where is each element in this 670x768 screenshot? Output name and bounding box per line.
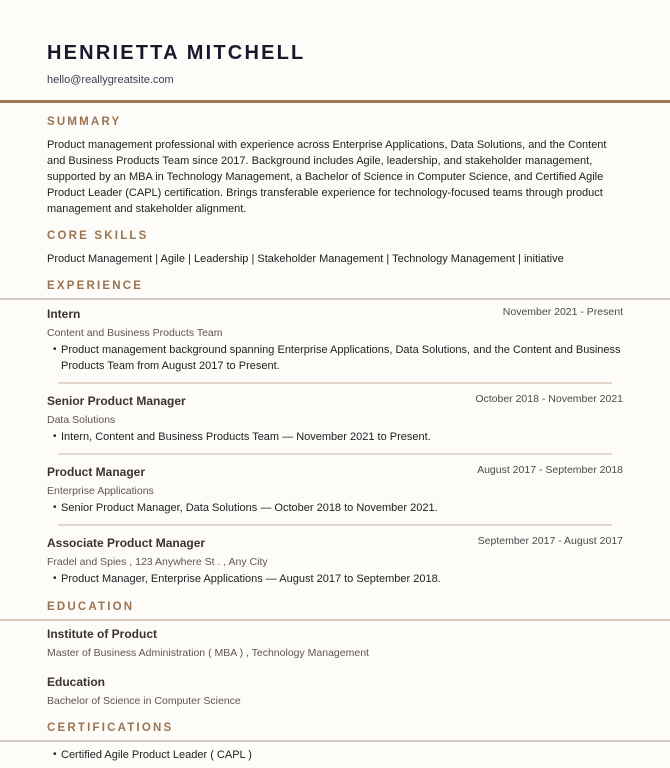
- certifications-section: [0, 721, 670, 763]
- job-divider: [58, 453, 612, 455]
- job-bullets: [53, 429, 623, 445]
- certification-list: [53, 747, 623, 763]
- job-bullets: [53, 342, 623, 374]
- job-title: Intern: [47, 307, 81, 321]
- job-divider: [58, 524, 612, 526]
- job-organization: Data Solutions: [47, 414, 116, 426]
- education-entry: [47, 675, 623, 708]
- resume-header: [0, 0, 670, 100]
- job-organization: Content and Business Products Team: [47, 327, 223, 339]
- job-bullet: • Product management background spanning Enterprise Applications, Data Solutions, and the Content and Business Products Team from August 2017 to Present.: [53, 342, 623, 374]
- job-dates: October 2018 - November 2021: [475, 393, 623, 405]
- job-bullet: • Product Manager, Enterprise Applications — August 2017 to September 2018.: [53, 571, 623, 587]
- section-title-education: EDUCATION: [47, 601, 135, 613]
- header-divider: [0, 100, 670, 103]
- section-title-skills: CORE SKILLS: [47, 230, 149, 242]
- job-divider: [58, 382, 612, 384]
- education-school: Institute of Product: [47, 627, 157, 641]
- section-divider: [0, 298, 670, 300]
- summary-section: [0, 115, 670, 217]
- contact-email[interactable]: hello@reallygreatsite.com: [47, 74, 174, 86]
- job-entry: [47, 394, 623, 455]
- education-degree: Master of Business Administration ( MBA ) , Technology Management: [47, 647, 369, 659]
- job-entry: [47, 307, 623, 384]
- job-organization: Fradel and Spies , 123 Anywhere St . , Any City: [47, 556, 268, 568]
- skills-section: [0, 229, 670, 266]
- job-dates: September 2017 - August 2017: [477, 535, 623, 547]
- skills-list: Product Management | Agile | Leadership | Stakeholder Management | Technology Management | initiative: [47, 253, 564, 265]
- job-entry: [47, 465, 623, 526]
- education-entry: [47, 627, 623, 660]
- section-title-summary: SUMMARY: [47, 116, 122, 128]
- experience-section: [0, 279, 670, 587]
- job-title: Associate Product Manager: [47, 536, 206, 550]
- job-organization: Enterprise Applications: [47, 485, 154, 497]
- candidate-name: HENRIETTA MITCHELL: [47, 42, 306, 64]
- education-degree: Bachelor of Science in Computer Science: [47, 695, 241, 707]
- section-title-certifications: CERTIFICATIONS: [47, 722, 174, 734]
- certification-item: • Certified Agile Product Leader ( CAPL ): [53, 747, 623, 763]
- job-title: Product Manager: [47, 465, 146, 479]
- job-entry: [47, 536, 623, 587]
- education-school: Education: [47, 675, 106, 689]
- summary-text: Product management professional with experience across Enterprise Applications, Data Solutions, and the Content and Business Products Team since 2017. Background includes Agile, leadership, and stakeholder management, supported by an MBA in Technology Management, a Bachelor of Science in Computer Science, and Certified Agile Product Leader (CAPL) certification. Brings transferable experience for technology-focused teams through product management and stakeholder alignment.: [47, 139, 607, 215]
- job-bullet: • Senior Product Manager, Data Solutions — October 2018 to November 2021.: [53, 500, 623, 516]
- section-title-experience: EXPERIENCE: [47, 280, 144, 292]
- job-dates: November 2021 - Present: [502, 306, 623, 318]
- job-bullets: [53, 500, 623, 516]
- section-divider: [0, 740, 670, 742]
- job-bullets: [53, 571, 623, 587]
- education-section: [0, 600, 670, 708]
- job-bullet: • Intern, Content and Business Products Team — November 2021 to Present.: [53, 429, 623, 445]
- section-divider: [0, 619, 670, 621]
- job-dates: August 2017 - September 2018: [477, 464, 623, 476]
- job-title: Senior Product Manager: [47, 394, 186, 408]
